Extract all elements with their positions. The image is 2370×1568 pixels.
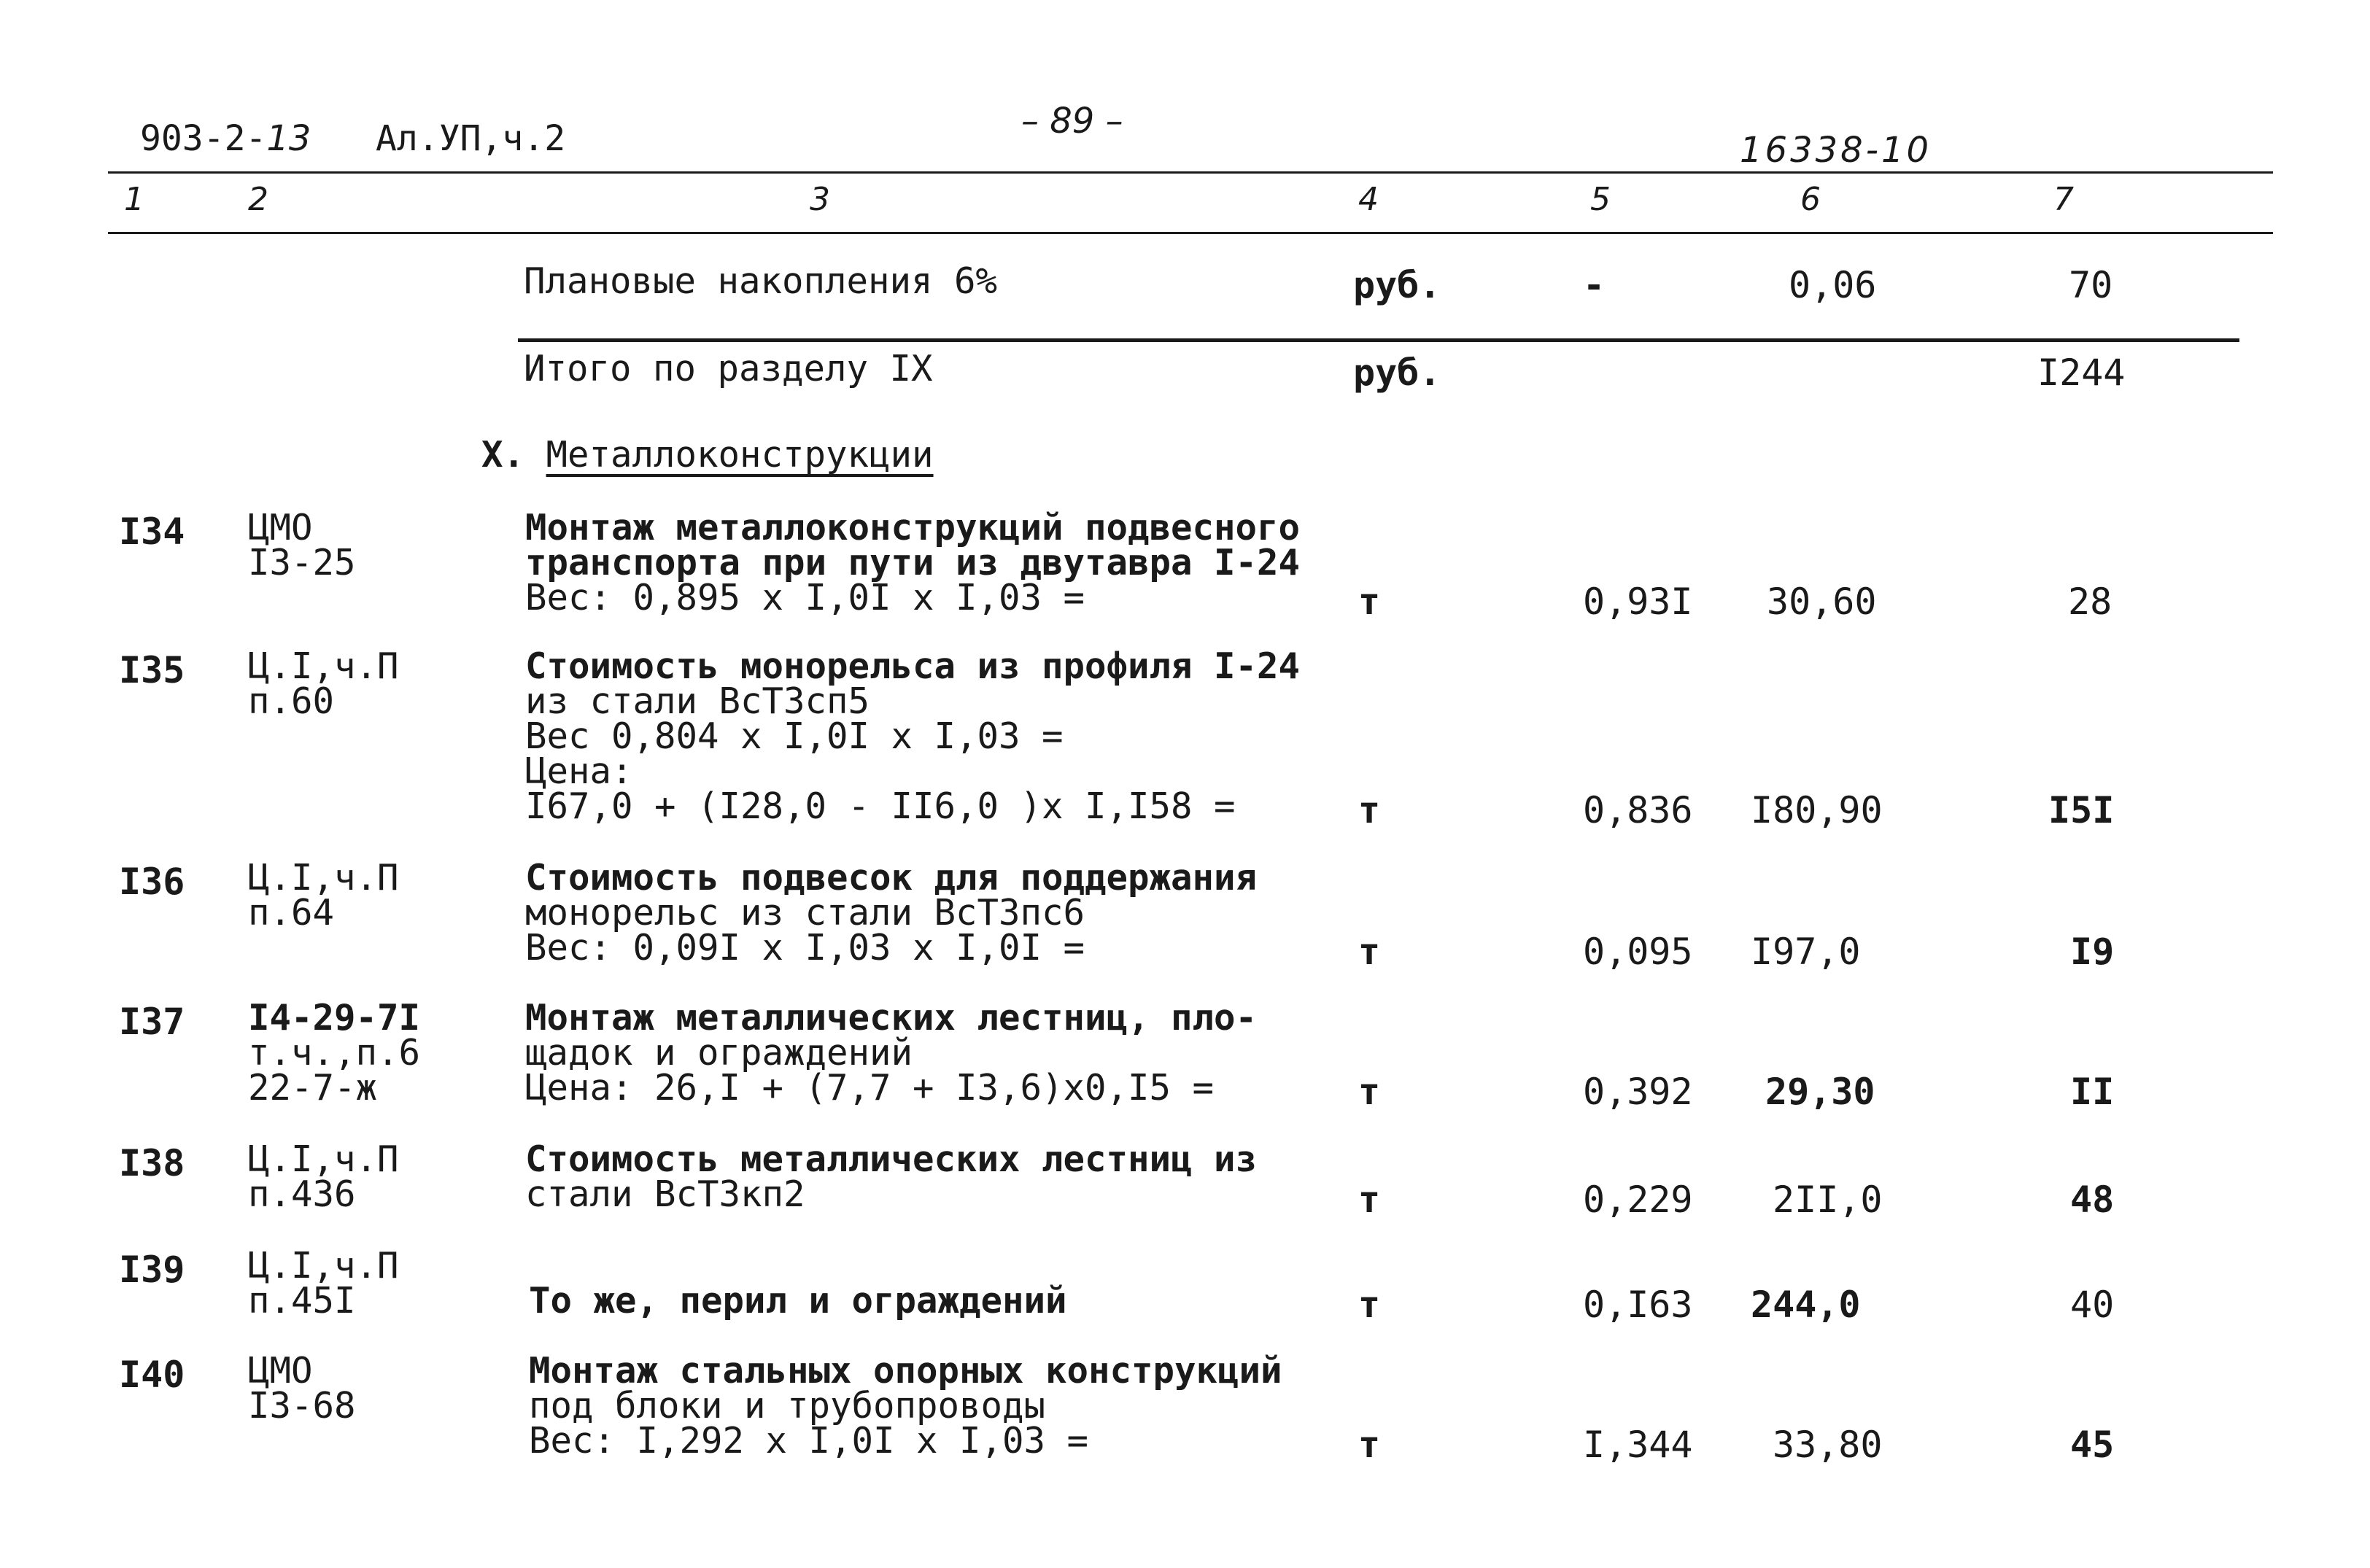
item-quantity: 0,392 [1583,1071,1693,1113]
item-total: 45 [2070,1424,2115,1466]
item-unit: т [1358,1284,1381,1326]
summary-unit: руб. [1353,264,1441,306]
item-description: То же, перил и ограждений [529,1280,1067,1321]
header-bottom-rule [108,232,2273,234]
summary-text: Плановые накопления 6% [524,260,998,302]
item-price: 29,30 [1765,1071,1875,1113]
item-number: I35 [119,649,185,691]
section-number: X. [481,434,525,476]
item-unit: т [1358,581,1381,623]
item-reference: Ц.I,ч.П п.64 [248,857,399,934]
column-number-2: 2 [248,181,268,218]
item-total: 48 [2070,1179,2115,1221]
item-unit: т [1358,1424,1381,1466]
column-number-6: 6 [1800,181,1821,218]
item-number: I36 [119,861,185,903]
page-number: – 89 – [1021,101,1123,141]
item-total: I5I [2048,789,2115,831]
header-top-rule [108,171,2273,174]
item-number: I37 [119,1001,185,1043]
item-price: 2II,0 [1773,1179,1883,1221]
item-quantity: 0,93I [1583,581,1693,623]
item-price: I97,0 [1751,931,1861,973]
summary-total: 70 [2069,264,2113,306]
item-total: II [2070,1071,2115,1113]
item-description: Монтаж металлоконструкций подвесного транспорта при пути из двутавра I-24 Вес: 0,895 х I,0I х I,03 = [525,507,1301,618]
summary-unit: руб. [1353,352,1441,394]
item-reference: ЦМО I3-68 [248,1350,356,1427]
summary-total: I244 [2037,352,2126,394]
item-reference: Ц.I,ч.П п.436 [248,1138,399,1215]
section-heading [481,434,934,476]
column-number-7: 7 [2053,181,2074,218]
item-number: I34 [119,511,185,553]
column-number-1: 1 [124,181,144,218]
item-reference: Ц.I,ч.П п.60 [248,645,399,722]
column-number-5: 5 [1590,181,1611,218]
inventory-number: 16338-10 [1740,130,1932,171]
album-label: Ал.УП,ч.2 [376,118,566,159]
summary-text: Итого по разделу IX [524,348,933,389]
item-unit: т [1358,789,1381,831]
column-number-4: 4 [1358,181,1379,218]
item-total: I9 [2070,931,2115,973]
item-price: I80,90 [1751,789,1883,831]
item-quantity: 0,229 [1583,1179,1693,1221]
item-price: 33,80 [1773,1424,1883,1466]
column-number-3: 3 [810,181,830,218]
summary-price: 0,06 [1789,264,1877,306]
item-description: Монтаж металлических лестниц, пло- щадок и ограждений Цена: 26,I + (7,7 + I3,6)х0,I5 = [525,997,1258,1109]
item-number: I38 [119,1142,185,1184]
item-description: Стоимость металлических лестниц из стали ВсТ3кп2 [525,1138,1258,1215]
item-description: Монтаж стальных опорных конструкций под блоки и трубопроводы Вес: I,292 х I,0I х I,03 = [529,1350,1282,1462]
item-reference: I4-29-7I т.ч.,п.6 22-7-ж [248,997,421,1109]
item-unit: т [1358,1179,1381,1221]
item-price: 30,60 [1767,581,1877,623]
item-unit: т [1358,1071,1381,1113]
item-quantity: 0,I63 [1583,1284,1693,1326]
item-reference: ЦМО I3-25 [248,507,356,583]
item-description: Стоимость монорельса из профиля I-24 из стали ВсТ3сп5 Вес 0,804 х I,0I х I,03 = Цена: I67,0 + (I28,0 - II6,0 )х I,I58 = [525,645,1301,827]
item-number: I40 [119,1354,185,1396]
item-price: 244,0 [1751,1284,1861,1326]
subtotal-rule [518,338,2239,342]
item-description: Стоимость подвесок для поддержания монорельс из стали ВсТ3пс6 Вес: 0,09I х I,03 х I,0I = [525,857,1258,969]
item-reference: Ц.I,ч.П п.45I [248,1245,399,1321]
item-quantity: 0,836 [1583,789,1693,831]
section-title: Металлоконструкции [546,434,934,476]
item-total: 28 [2068,581,2113,623]
document-code: 903-2-13 [140,118,311,159]
item-unit: т [1358,931,1381,973]
item-number: I39 [119,1249,185,1291]
summary-qty: - [1583,264,1606,306]
item-quantity: I,344 [1583,1424,1693,1466]
item-quantity: 0,095 [1583,931,1693,973]
item-total: 40 [2070,1284,2115,1326]
document-code-handwritten: 13 [266,118,311,159]
